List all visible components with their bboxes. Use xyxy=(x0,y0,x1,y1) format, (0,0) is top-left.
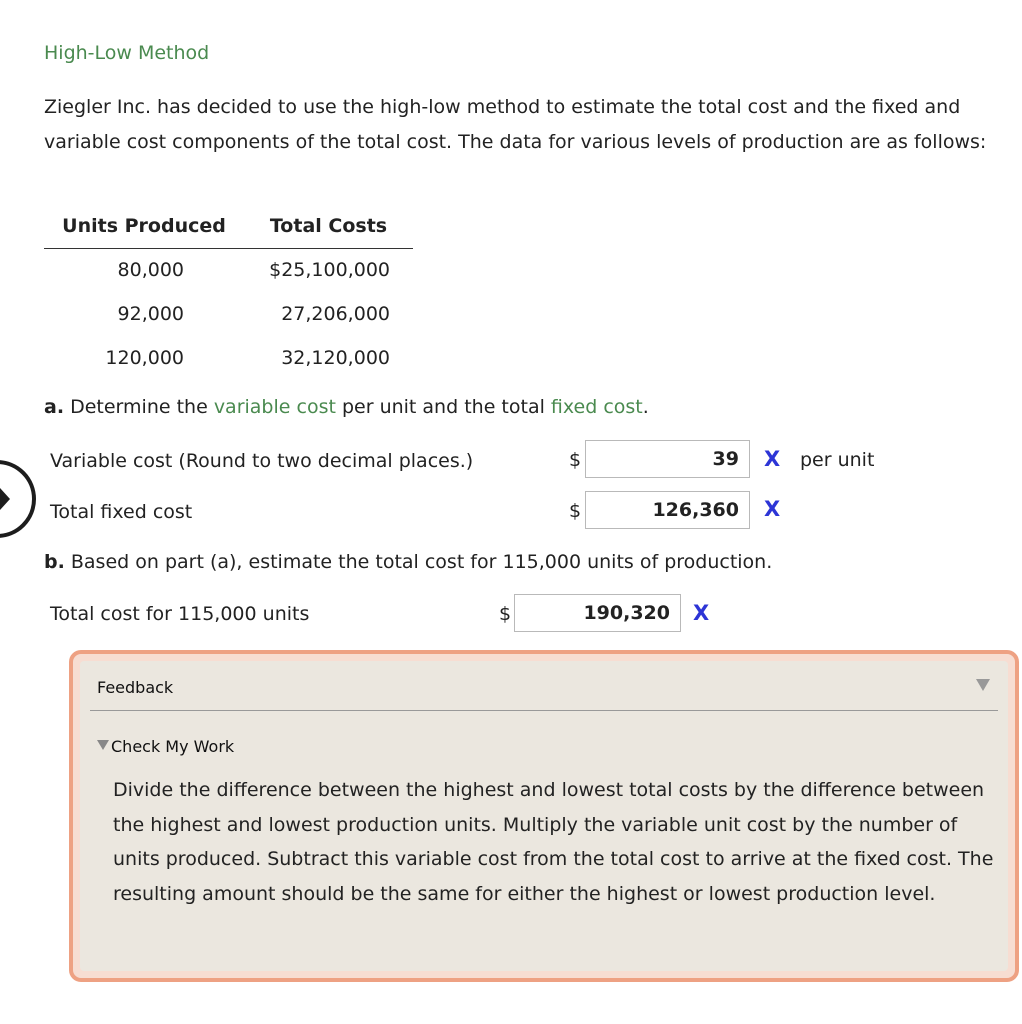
variable-cost-currency: $ xyxy=(569,449,582,471)
problem-intro: Ziegler Inc. has decided to use the high-low method to estimate the total cost and the fixed and variable cost components of the total cost. The data for various levels of production are as follows: xyxy=(44,96,987,153)
table-row xyxy=(44,248,413,292)
part-a-suffix: . xyxy=(642,396,649,418)
fixed-cost-value: 126,360 xyxy=(652,499,739,521)
fixed-cost-input[interactable] xyxy=(585,491,750,529)
table-header-row xyxy=(44,205,413,248)
cost-cell: 32,120,000 xyxy=(281,347,390,369)
total-cost-label: Total cost for 115,000 units xyxy=(50,603,310,625)
variable-cost-input[interactable] xyxy=(585,440,750,478)
table-row xyxy=(44,336,413,380)
column-header-costs: Total Costs xyxy=(244,205,413,248)
variable-cost-label: Variable cost (Round to two decimal places.) xyxy=(50,450,474,472)
part-b-text: Based on part (a), estimate the total cost for 115,000 units of production. xyxy=(70,551,773,573)
page-title: High-Low Method xyxy=(44,42,210,64)
feedback-panel xyxy=(69,650,1019,982)
fixed-cost-currency: $ xyxy=(569,500,582,522)
feedback-content xyxy=(80,661,1008,971)
part-b-prompt xyxy=(44,551,772,573)
production-data-table xyxy=(44,205,413,380)
variable-cost-incorrect-icon: X xyxy=(764,447,781,471)
per-unit-label: per unit xyxy=(800,449,875,471)
units-cell: 80,000 xyxy=(117,259,184,282)
part-b-letter: b. xyxy=(44,551,65,573)
side-nav-arrow-icon[interactable] xyxy=(0,488,10,510)
total-cost-currency: $ xyxy=(499,603,512,625)
part-a-middle: per unit and the total xyxy=(335,396,551,418)
variable-cost-value: 39 xyxy=(712,448,739,470)
total-cost-value: 190,320 xyxy=(583,602,670,624)
total-cost-input[interactable] xyxy=(514,594,681,632)
feedback-hint-text: Divide the difference between the highest and lowest total costs by the difference between the highest and lowest production units. Multiply the variable unit cost by the number of units produced. Subtract this variable cost from the total cost to arrive at the fixed cost. The resulting amount should be the same for either the highest or lowest production level. xyxy=(113,779,994,905)
fixed-cost-incorrect-icon: X xyxy=(764,497,781,521)
fixed-cost-link[interactable]: fixed cost xyxy=(550,396,643,418)
fixed-cost-label: Total fixed cost xyxy=(50,501,193,523)
column-header-units: Units Produced xyxy=(44,205,244,248)
check-my-work-toggle[interactable] xyxy=(97,737,234,756)
total-cost-incorrect-icon: X xyxy=(693,601,710,625)
cost-cell: 27,206,000 xyxy=(281,303,390,325)
part-a-prompt xyxy=(44,396,649,418)
cost-cell: $25,100,000 xyxy=(269,259,390,282)
collapse-triangle-icon[interactable] xyxy=(976,679,990,691)
units-cell: 120,000 xyxy=(105,347,184,369)
units-cell: 92,000 xyxy=(117,303,184,325)
feedback-title: Feedback xyxy=(97,678,174,697)
part-a-prefix: Determine the xyxy=(70,396,214,418)
part-a-letter: a. xyxy=(44,396,65,418)
variable-cost-link[interactable]: variable cost xyxy=(213,396,336,418)
feedback-divider xyxy=(90,710,998,711)
table-row xyxy=(44,292,413,336)
expand-triangle-icon xyxy=(97,740,109,750)
check-my-work-label: Check My Work xyxy=(111,737,235,756)
